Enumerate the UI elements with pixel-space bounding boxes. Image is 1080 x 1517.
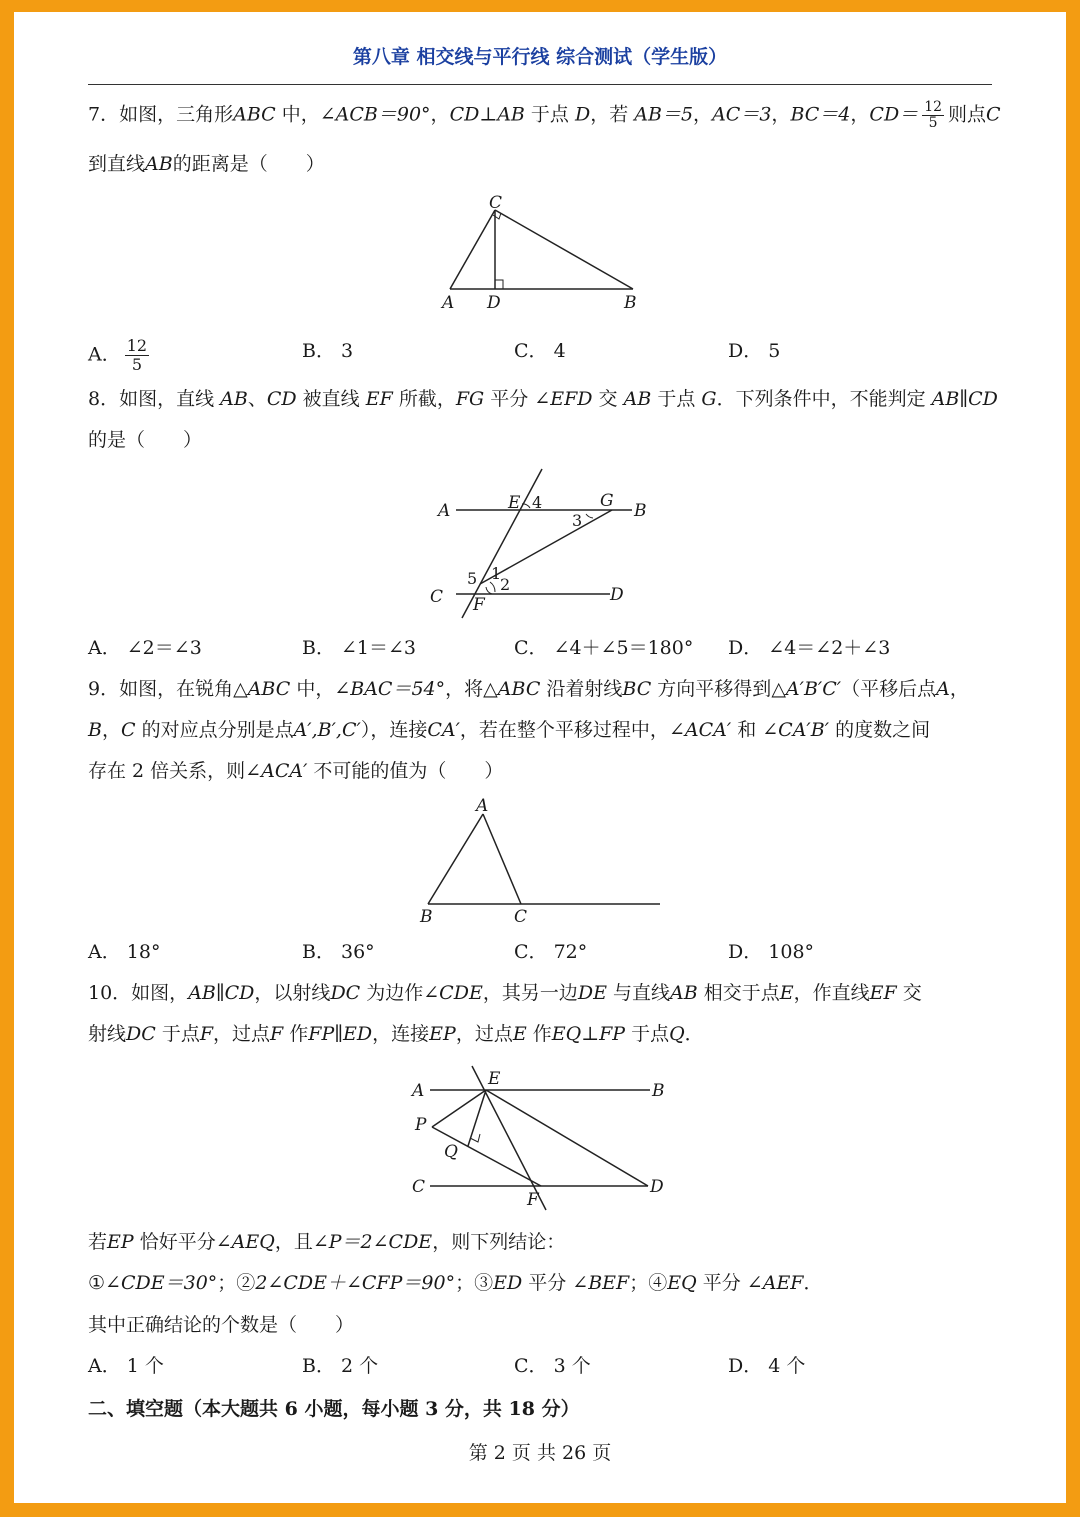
q9-stem-line3: 存在 2 倍关系，则∠ACA′ 不可能的值为（ ）: [88, 760, 504, 782]
q7-option-d[interactable]: D． 5: [728, 340, 781, 362]
q7-stem-line2: 到直线AB的距离是（ ）: [88, 153, 325, 175]
q7-option-a[interactable]: A． $\frac{12}{5}$: [88, 336, 148, 374]
q8-label-G: G: [600, 491, 614, 511]
q9-label-A: A: [476, 796, 489, 816]
q8-option-c[interactable]: C． ∠4＋∠5＝180°: [514, 637, 694, 659]
section-fill-in-title: 二、填空题（本大题共 6 小题，每小题 3 分，共 18 分）: [88, 1398, 580, 1420]
q10-label-B: B: [652, 1081, 665, 1101]
q7-label-A: A: [442, 293, 455, 313]
q10-stem-line1: 10．如图，AB∥CD，以射线DC 为边作∠CDE，其另一边DE 与直线AB 相交于点E，作直线EF 交: [88, 982, 922, 1004]
q8-label-B: B: [634, 501, 647, 521]
q9-option-a[interactable]: A． 18°: [88, 941, 161, 963]
q7-option-c[interactable]: C． 4: [514, 340, 566, 362]
q7-figure: [420, 188, 660, 318]
q10-label-D: D: [650, 1177, 664, 1197]
q7-label-C: C: [489, 193, 503, 213]
q10-figure: [400, 1060, 680, 1220]
page-header-title: 第八章 相交线与平行线 综合测试（学生版）: [352, 46, 728, 68]
header-divider: [88, 84, 992, 85]
q8-label-C: C: [430, 587, 444, 607]
q10-stem-line3: 若EP 恰好平分∠AEQ，且∠P＝2∠CDE，则下列结论：: [88, 1231, 566, 1253]
q8-option-a[interactable]: A． ∠2＝∠3: [88, 637, 202, 659]
q8-option-d[interactable]: D． ∠4＝∠2＋∠3: [728, 637, 891, 659]
q10-stem-line2: 射线DC 于点F，过点F 作FP∥ED，连接EP，过点E 作EQ⊥FP 于点Q．: [88, 1023, 704, 1045]
q8-label-1: 1: [491, 564, 502, 583]
q9-option-d[interactable]: D． 108°: [728, 941, 815, 963]
q10-option-c[interactable]: C． 3 个: [514, 1355, 591, 1377]
q8-stem-line1: 8．如图，直线 AB、CD 被直线 EF 所截，FG 平分 ∠EFD 交 AB 于点 G．下列条件中，不能判定 AB∥CD: [88, 388, 998, 410]
q10-label-A: A: [412, 1081, 425, 1101]
q10-label-P: P: [415, 1115, 427, 1135]
q8-label-4: 4: [532, 493, 543, 512]
q7-stem-line1: 7．如图，三角形ABC 中，∠ACB＝90°，CD⊥AB 于点 D，若 AB＝5，AC＝3，BC＝4，CD＝ $\frac{12}{5}$ 则点C: [88, 99, 1001, 131]
q8-label-F: F: [473, 595, 485, 615]
q8-label-E: E: [508, 493, 521, 513]
q10-option-d[interactable]: D． 4 个: [728, 1355, 806, 1377]
q8-label-D: D: [610, 585, 624, 605]
q7-option-b[interactable]: B． 3: [302, 340, 354, 362]
q8-stem-line2: 的是（ ）: [88, 429, 203, 451]
q8-option-b[interactable]: B． ∠1＝∠3: [302, 637, 417, 659]
q8-label-2: 2: [500, 575, 511, 594]
q10-stem-line5: 其中正确结论的个数是（ ）: [88, 1314, 355, 1336]
q9-stem-line1: 9．如图，在锐角△ABC 中，∠BAC＝54°，将△ABC 沿着射线BC 方向平移得到△A′B′C′（平移后点A，: [88, 678, 969, 700]
q9-label-C: C: [514, 907, 528, 927]
q10-label-E: E: [488, 1069, 501, 1089]
q10-label-F: F: [527, 1190, 539, 1210]
q9-figure: [410, 792, 670, 932]
q9-stem-line2: B，C 的对应点分别是点A′,B′,C′），连接CA′，若在整个平移过程中，∠ACA′ 和 ∠CA′B′ 的度数之间: [88, 719, 931, 741]
q10-conclusions: ①∠CDE＝30°；②2∠CDE＋∠CFP＝90°；③ED 平分 ∠BEF；④EQ 平分 ∠AEF．: [88, 1272, 823, 1294]
q7-fraction: $\frac{12}{5}$: [924, 99, 943, 131]
q7-label-D: D: [487, 293, 501, 313]
q10-label-C: C: [412, 1177, 426, 1197]
q8-label-A: A: [438, 501, 451, 521]
q8-label-5: 5: [467, 569, 478, 588]
page-footer: 第 2 页 共 26 页: [468, 1442, 612, 1464]
q10-label-Q: Q: [444, 1142, 458, 1162]
q8-label-3: 3: [572, 511, 583, 530]
q8-figure: [420, 462, 660, 622]
q9-option-c[interactable]: C． 72°: [514, 941, 588, 963]
q7-label-B: B: [624, 293, 637, 313]
q10-option-a[interactable]: A． 1 个: [88, 1355, 164, 1377]
q9-label-B: B: [420, 907, 433, 927]
q10-option-b[interactable]: B． 2 个: [302, 1355, 379, 1377]
q9-option-b[interactable]: B． 36°: [302, 941, 375, 963]
